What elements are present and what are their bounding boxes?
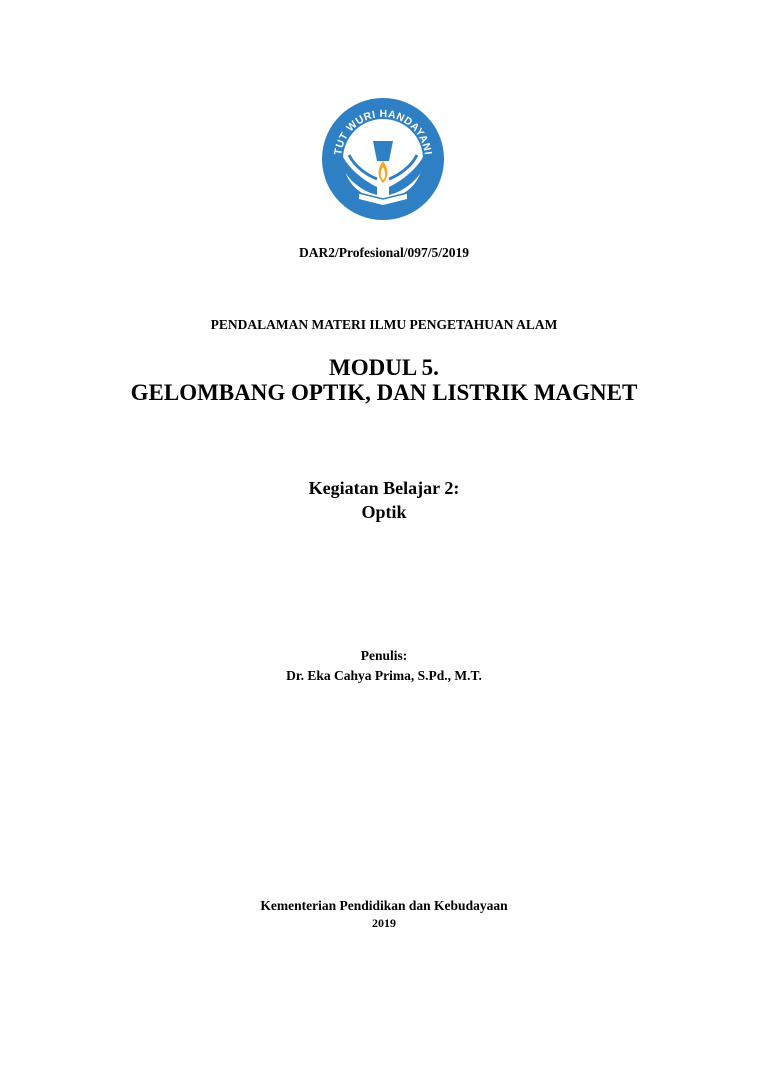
activity-label: Kegiatan Belajar 2: [308,478,460,498]
document-code: DAR2/Profesional/097/5/2019 [299,245,469,260]
module-number: MODUL 5. [329,355,439,380]
author-label: Penulis: [360,648,408,663]
tut-wuri-handayani-emblem-icon [289,95,477,223]
activity-title: Optik [361,502,407,522]
logo-motto-path: TUT WURI HANDAYANI [332,107,434,156]
module-title: GELOMBANG OPTIK, DAN LISTRIK MAGNET [130,380,638,405]
author-name: Dr. Eka Cahya Prima, S.Pd., M.T. [286,668,482,683]
series-title: PENDALAMAN MATERI ILMU PENGETAHUAN ALAM [210,317,558,332]
publisher-name: Kementerian Pendidikan dan Kebudayaan [260,898,508,913]
tut-wuri-handayani-logo [289,95,477,223]
publication-year: 2019 [372,916,396,930]
